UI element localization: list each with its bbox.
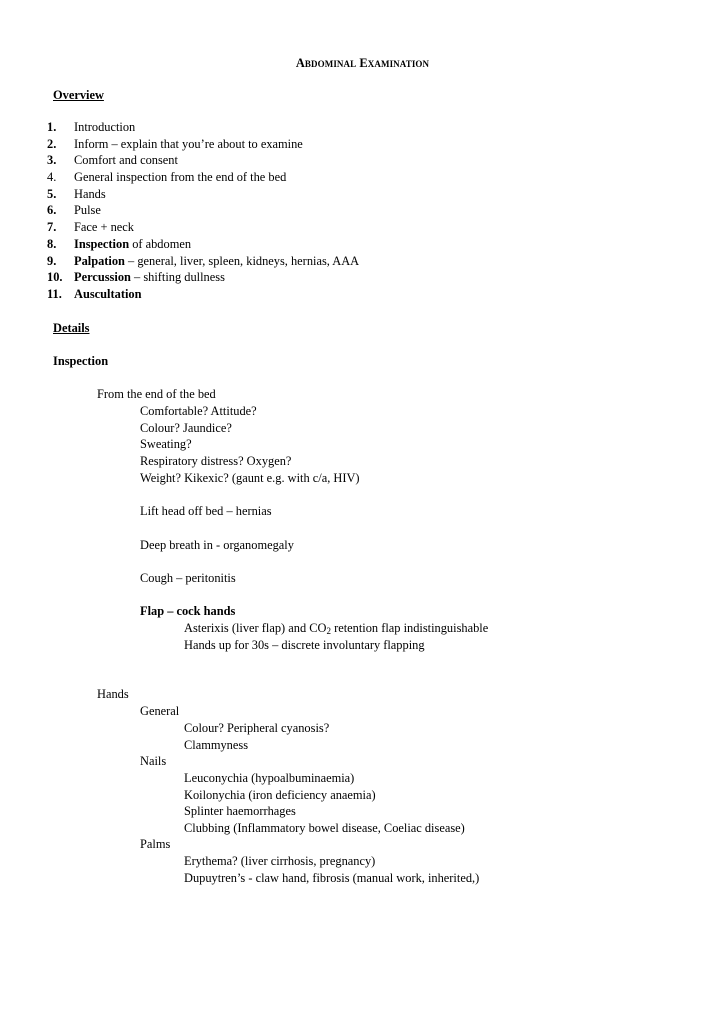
list-item: Splinter haemorrhages bbox=[184, 804, 296, 819]
document-title: Abdominal Examination bbox=[295, 56, 430, 70]
flap-details bbox=[184, 620, 488, 653]
inspection-heading: Inspection bbox=[53, 354, 109, 368]
list-item: 9. Palpation – general, liver, spleen, kidneys, hernias, AAA bbox=[47, 253, 360, 268]
list-item: 2. Inform – explain that you’re about to examine bbox=[47, 136, 303, 151]
hands-palms-label: Palms bbox=[140, 837, 171, 851]
list-item: 3. Comfort and consent bbox=[47, 153, 178, 168]
lift-head-text: Lift head off bed – hernias bbox=[140, 504, 272, 519]
list-item: Colour? Jaundice? bbox=[140, 420, 232, 435]
list-item: Clammyness bbox=[184, 737, 249, 752]
end-of-bed-label: From the end of the bed bbox=[97, 387, 216, 401]
flap-label: Flap – cock hands bbox=[140, 604, 236, 619]
list-item: Colour? Peripheral cyanosis? bbox=[184, 721, 330, 735]
asterixis-text: Asterixis (liver flap) and $CO_2$ retention flap indistinguishable bbox=[184, 621, 489, 636]
hands-general-list bbox=[184, 720, 329, 753]
list-item: 7. Face + neck bbox=[47, 220, 134, 235]
hands-nails-label: Nails bbox=[140, 754, 167, 768]
list-item: 10. Percussion – shifting dullness bbox=[47, 270, 225, 285]
list-item: Weight? Kikexic? (gaunt e.g. with c/a, HIV) bbox=[140, 470, 360, 485]
list-item: Koilonychia (iron deficiency anaemia) bbox=[184, 787, 376, 802]
list-item: Leuconychia (hypoalbuminaemia) bbox=[184, 771, 355, 785]
list-item: 4. General inspection from the end of the bed bbox=[47, 170, 287, 185]
list-item: Comfortable? Attitude? bbox=[140, 404, 257, 418]
overview-list bbox=[47, 119, 359, 303]
list-item: 11. Auscultation bbox=[47, 286, 142, 301]
deep-breath-text: Deep breath in - organomegaly bbox=[140, 537, 294, 552]
list-item: Erythema? (liver cirrhosis, pregnancy) bbox=[184, 854, 376, 868]
list-item: Dupuytren’s - claw hand, fibrosis (manual work, inherited,) bbox=[184, 870, 480, 885]
list-item: 5. Hands bbox=[47, 186, 106, 201]
end-of-bed-list bbox=[140, 403, 360, 620]
list-item: Clubbing (Inflammatory bowel disease, Coeliac disease) bbox=[184, 821, 465, 836]
cough-text: Cough – peritonitis bbox=[140, 570, 236, 585]
hands-palms-list bbox=[184, 853, 479, 886]
details-heading: Details bbox=[53, 321, 90, 335]
hands-nails-list bbox=[184, 770, 465, 837]
hands-up-text: Hands up for 30s – discrete involuntary flapping bbox=[184, 637, 425, 652]
list-item: 6. Pulse bbox=[47, 203, 101, 218]
list-item: 1. Introduction bbox=[47, 120, 136, 134]
list-item: 8. Inspection of abdomen bbox=[47, 236, 192, 251]
overview-heading: Overview bbox=[53, 88, 104, 102]
list-item: Respiratory distress? Oxygen? bbox=[140, 454, 292, 469]
hands-general-label: General bbox=[140, 704, 180, 718]
hands-label: Hands bbox=[97, 687, 129, 701]
list-item: Sweating? bbox=[140, 437, 192, 452]
